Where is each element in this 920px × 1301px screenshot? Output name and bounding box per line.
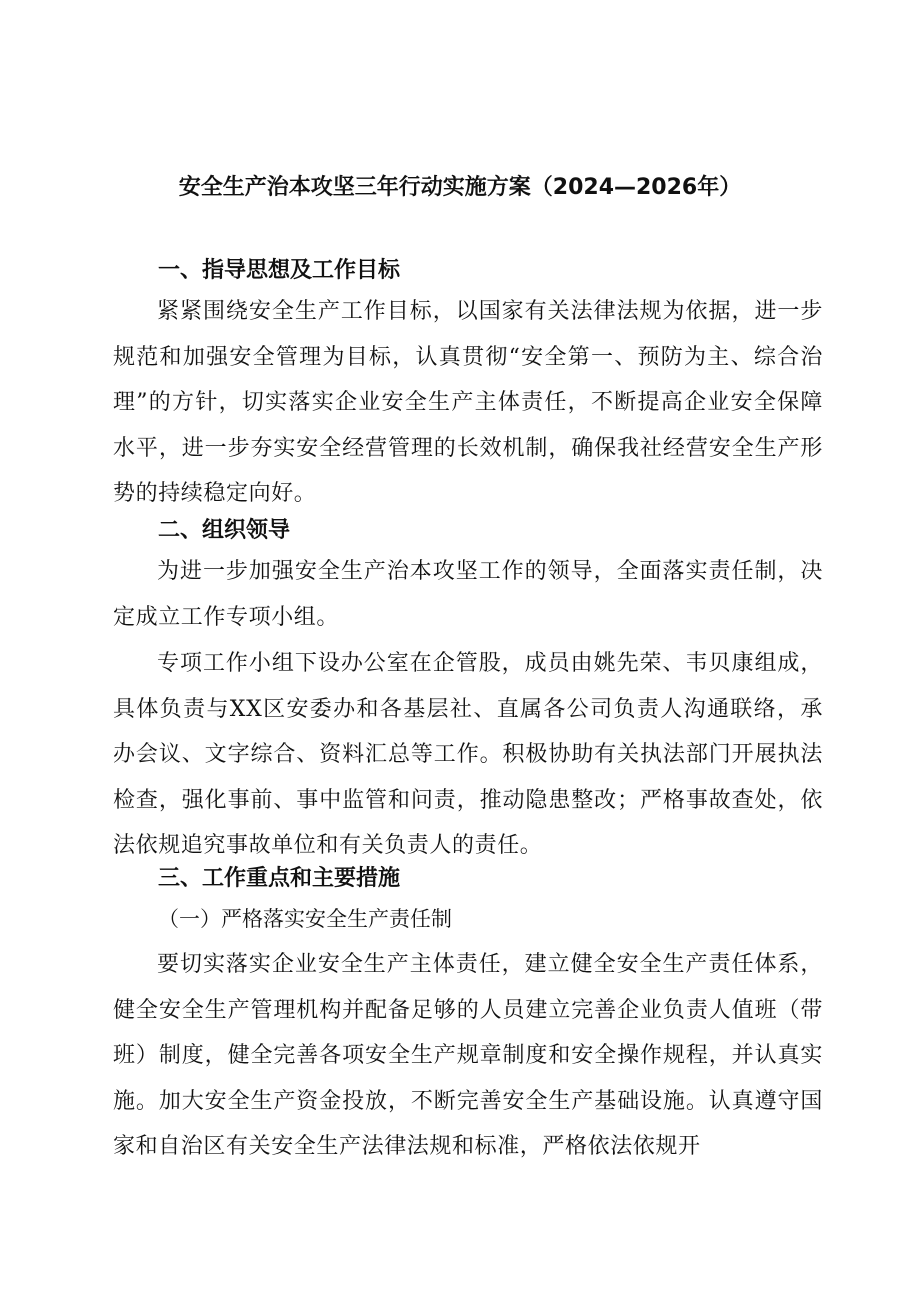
section-2-paragraph-1: 为进一步加强安全生产治本攻坚工作的领导，全面落实责任制，决定成立工作专项小组。 (113, 559, 823, 630)
section-3-subheading-1: （一）严格落实安全生产责任制 (158, 907, 452, 931)
section-heading-3: 三、工作重点和主要措施 (158, 866, 401, 891)
section-1-paragraph-1: 紧紧围绕安全生产工作目标，以国家有关法律法规为依据，进一步规范和加强安全管理为目标，认真贯彻“安全第一、预防为主、综合治理”的方针，切实落实企业安全生产主体责任，不断提高企业安全保障水平，进一步夯实安全经营管理的长效机制，确保我社经营安全生产形势的持续稳定向好。 (113, 299, 823, 507)
document-title: 安全生产治本攻坚三年行动实施方案（2024—2026年） (178, 175, 742, 200)
section-heading-2: 二、组织领导 (158, 518, 291, 543)
section-3-paragraph-1: 要切实落实企业安全生产主体责任，建立健全安全生产责任体系，健全安全生产管理机构并配备足够的人员建立完善企业负责人值班（带班）制度，健全完善各项安全生产规章制度和安全操作规程，并认真实施。加大安全生产资金投放，不断完善安全生产基础设施。认真遵守国家和自治区有关安全生产法律法规和标准，严格依法依规开 (113, 952, 823, 1160)
section-2-paragraph-2: 专项工作小组下设办公室在企管股，成员由姚先荣、韦贝康组成，具体负责与XX区安委办和各基层社、直属各公司负责人沟通联络，承办会议、文字综合、资料汇总等工作。积极协助有关执法部门开展执法检查，强化事前、事中监管和问责，推动隐患整改；严格事故查处，依法依规追究事故单位和有关负责人的责任。 (113, 651, 823, 859)
section-heading-1: 一、指导思想及工作目标 (158, 258, 401, 283)
